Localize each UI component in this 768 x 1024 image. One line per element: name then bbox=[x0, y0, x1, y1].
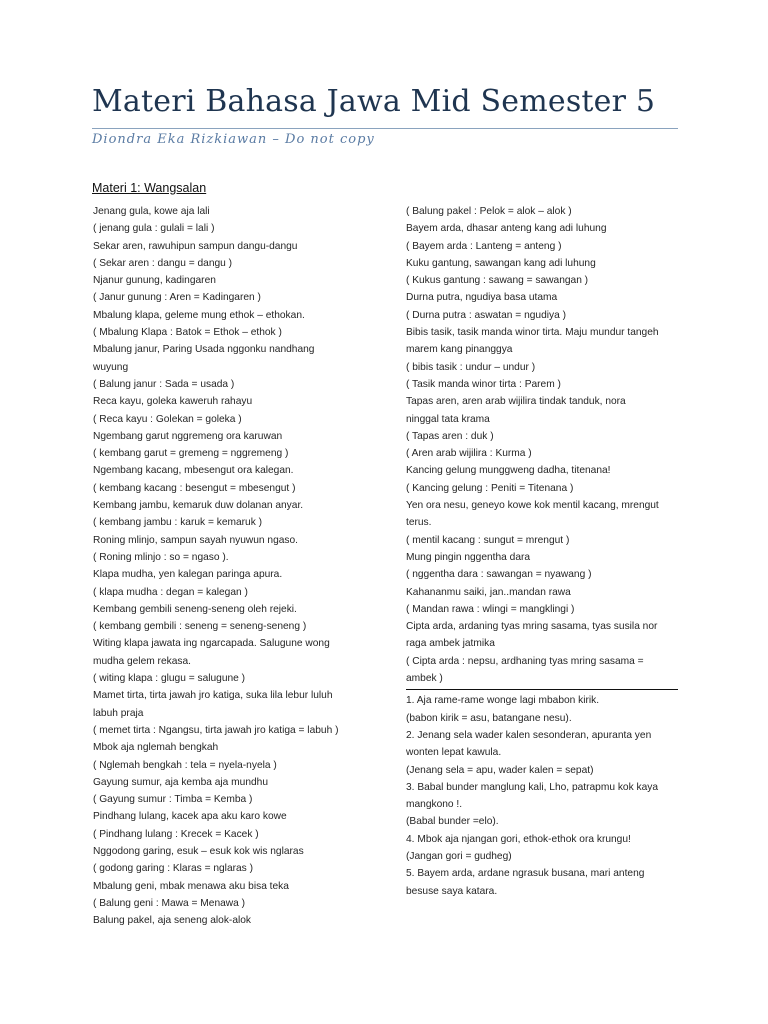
text-line: ( Kukus gantung : sawang = sawangan ) bbox=[406, 275, 589, 287]
text-line: ( Balung geni : Mawa = Menawa ) bbox=[93, 897, 246, 909]
text-line: ( Aren arab wijilira : Kurma ) bbox=[406, 448, 532, 460]
text-line: Kancing gelung munggweng dadha, titenana! bbox=[406, 465, 611, 477]
text-line: Tapas aren, aren arab wijilira tindak tanduk, nora bbox=[406, 396, 626, 408]
text-line: Mbalung janur, Paring Usada nggonku nandhang bbox=[93, 344, 315, 356]
text-line: ( Durna putra : aswatan = ngudiya ) bbox=[406, 309, 566, 321]
text-line: Bibis tasik, tasik manda winor tirta. Maju mundur tangeh bbox=[406, 327, 659, 339]
text-line: ( witing klapa : glugu = salugune ) bbox=[93, 673, 246, 685]
text-line: ( bibis tasik : undur – undur ) bbox=[406, 361, 536, 373]
left-column bbox=[93, 203, 393, 929]
text-line: ( godong garing : Klaras = nglaras ) bbox=[93, 863, 253, 875]
right-column-examples bbox=[406, 692, 681, 900]
section-heading: Materi 1: Wangsalan bbox=[92, 181, 207, 195]
text-line: Ngembang garut nggremeng ora karuwan bbox=[93, 430, 283, 442]
text-line: 3. Babal bunder manglung kali, Lho, patrapmu kok kaya bbox=[406, 781, 659, 793]
text-line: Roning mlinjo, sampun sayah nyuwun ngaso. bbox=[93, 534, 299, 546]
text-line: 1. Aja rame-rame wonge lagi mbabon kirik. bbox=[406, 695, 600, 707]
text-line: ( kembang jambu : karuk = kemaruk ) bbox=[93, 517, 263, 529]
text-line: Kembang jambu, kemaruk duw dolanan anyar. bbox=[93, 500, 304, 512]
text-line: ( nggentha dara : sawangan = nyawang ) bbox=[406, 569, 592, 581]
text-line: ( Tasik manda winor tirta : Parem ) bbox=[406, 378, 561, 390]
text-line: (Babal bunder =elo). bbox=[406, 816, 499, 828]
text-line: marem kang pinanggya bbox=[406, 344, 513, 356]
text-line: Witing klapa jawata ing ngarcapada. Salugune wong bbox=[93, 638, 330, 650]
text-line: Jenang gula, kowe aja lali bbox=[93, 206, 210, 217]
text-line: besuse saya katara. bbox=[406, 885, 498, 897]
text-line: (Jangan gori = gudheg) bbox=[406, 850, 512, 862]
text-line: Mamet tirta, tirta jawah jro katiga, suka lila lebur luluh bbox=[93, 690, 333, 702]
text-line: ( Sekar aren : dangu = dangu ) bbox=[93, 257, 233, 269]
document-title: Materi Bahasa Jawa Mid Semester 5 bbox=[92, 84, 656, 119]
text-line: Kuku gantung, sawangan kang adi luhung bbox=[406, 257, 596, 269]
text-line: mangkono !. bbox=[406, 799, 463, 811]
text-line: Kembang gembili seneng-seneng oleh rejeki. bbox=[93, 603, 297, 615]
text-line: ( klapa mudha : degan = kalegan ) bbox=[93, 586, 248, 598]
text-line: Ngembang kacang, mbesengut ora kalegan. bbox=[93, 465, 294, 477]
text-line: Reca kayu, goleka kaweruh rahayu bbox=[93, 396, 253, 408]
text-line: ( Balung pakel : Pelok = alok – alok ) bbox=[406, 206, 572, 217]
text-line: ( kembang gembili : seneng = seneng-seneng ) bbox=[93, 621, 307, 633]
text-line: wuyung bbox=[93, 361, 129, 373]
text-line: Mung pingin nggentha dara bbox=[406, 551, 531, 563]
title-divider bbox=[92, 128, 678, 129]
text-line: Bayem arda, dhasar anteng kang adi luhung bbox=[406, 223, 607, 235]
text-line: Durna putra, ngudiya basa utama bbox=[406, 292, 558, 304]
text-line: (Jenang sela = apu, wader kalen = sepat) bbox=[406, 764, 594, 776]
text-line: ( mentil kacang : sungut = mrengut ) bbox=[406, 534, 570, 546]
right-column bbox=[406, 203, 681, 900]
text-line: 2. Jenang sela wader kalen sesonderan, apuranta yen bbox=[406, 729, 652, 741]
text-line: ( Pindhang lulang : Krecek = Kacek ) bbox=[93, 828, 259, 840]
text-line: Balung pakel, aja seneng alok-alok bbox=[93, 915, 252, 927]
text-line: 4. Mbok aja njangan gori, ethok-ethok ora krungu! bbox=[406, 833, 631, 845]
text-line: Nggodong garing, esuk – esuk kok wis nglaras bbox=[93, 845, 304, 857]
text-line: (babon kirik = asu, batangane nesu). bbox=[406, 712, 572, 724]
text-line: terus. bbox=[406, 517, 432, 529]
text-line: ( Cipta arda : nepsu, ardhaning tyas mring sasama = bbox=[406, 655, 644, 667]
text-line: labuh praja bbox=[93, 707, 144, 719]
text-line: mudha gelem rekasa. bbox=[93, 655, 191, 667]
text-line: Mbalung klapa, geleme mung ethok – ethokan. bbox=[93, 309, 305, 321]
text-line: Njanur gunung, kadingaren bbox=[93, 275, 216, 287]
text-line: ambek ) bbox=[406, 673, 443, 685]
text-line: ( Reca kayu : Golekan = goleka ) bbox=[93, 413, 242, 425]
text-line: Sekar aren, rawuhipun sampun dangu-dangu bbox=[93, 240, 298, 252]
text-line: ( Tapas aren : duk ) bbox=[406, 430, 494, 442]
text-line: Pindhang lulang, kacek apa aku karo kowe bbox=[93, 811, 287, 823]
text-line: ( Roning mlinjo : so = ngaso ). bbox=[93, 551, 229, 563]
document-subtitle: Diondra Eka Rizkiawan – Do not copy bbox=[92, 132, 375, 147]
text-line: 5. Bayem arda, ardane ngrasuk busana, mari anteng bbox=[406, 868, 645, 880]
text-line: Gayung sumur, aja kemba aja mundhu bbox=[93, 776, 268, 788]
text-line: Mbalung geni, mbak menawa aku bisa teka bbox=[93, 880, 289, 892]
text-line: raga ambek jatmika bbox=[406, 638, 495, 650]
text-line: ( Mbalung Klapa : Batok = Ethok – ethok ) bbox=[93, 327, 282, 339]
text-line: ( Gayung sumur : Timba = Kemba ) bbox=[93, 794, 253, 806]
text-line: Mbok aja nglemah bengkah bbox=[93, 742, 219, 754]
text-line: ( Balung janur : Sada = usada ) bbox=[93, 378, 235, 390]
column-divider bbox=[406, 689, 678, 690]
text-line: Cipta arda, ardaning tyas mring sasama, tyas susila nor bbox=[406, 621, 658, 633]
text-line: ( jenang gula : gulali = lali ) bbox=[93, 223, 215, 235]
text-line: Kahananmu saiki, jan..mandan rawa bbox=[406, 586, 571, 598]
text-line: ninggal tata krama bbox=[406, 413, 490, 425]
text-line: Klapa mudha, yen kalegan paringa apura. bbox=[93, 569, 283, 581]
text-line: ( Bayem arda : Lanteng = anteng ) bbox=[406, 240, 562, 252]
text-line: ( Nglemah bengkah : tela = nyela-nyela ) bbox=[93, 759, 277, 771]
text-line: wonten lepat kawula. bbox=[406, 747, 502, 759]
text-line: ( Janur gunung : Aren = Kadingaren ) bbox=[93, 292, 261, 304]
text-line: Yen ora nesu, geneyo kowe kok mentil kacang, mrengut bbox=[406, 500, 659, 512]
right-column-wangsalan bbox=[406, 203, 681, 687]
text-line: ( Kancing gelung : Peniti = Titenana ) bbox=[406, 482, 574, 494]
text-line: ( Mandan rawa : wlingi = mangklingi ) bbox=[406, 603, 575, 615]
text-line: ( kembang garut = gremeng = nggremeng ) bbox=[93, 448, 289, 460]
text-line: ( kembang kacang : besengut = mbesengut ) bbox=[93, 482, 296, 494]
text-line: ( memet tirta : Ngangsu, tirta jawah jro katiga = labuh ) bbox=[93, 724, 339, 736]
